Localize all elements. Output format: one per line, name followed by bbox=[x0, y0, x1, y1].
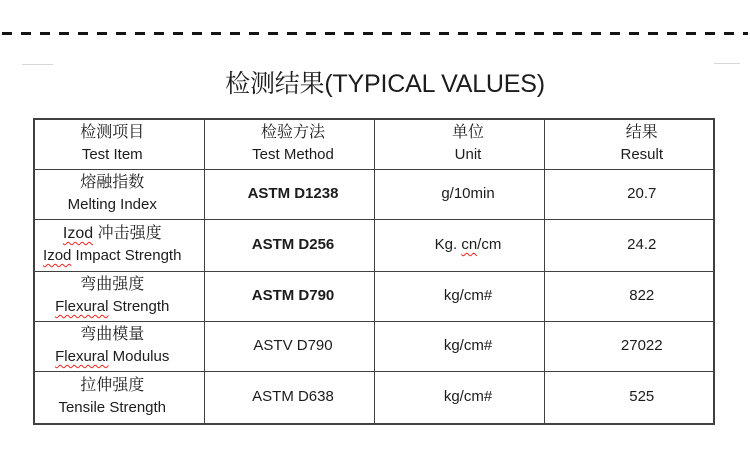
cell-method bbox=[204, 371, 374, 424]
test-item-en: Tensile Strength bbox=[58, 399, 167, 417]
test-item-cn: Izod 冲击强度 bbox=[62, 225, 162, 242]
table-row-melting-index bbox=[34, 169, 714, 219]
cell-result bbox=[544, 169, 714, 219]
method-value: ASTM D790 bbox=[251, 287, 335, 304]
method-value: ASTV D790 bbox=[253, 337, 333, 354]
result-value: 822 bbox=[629, 287, 655, 304]
test-item-en: Melting Index bbox=[67, 196, 157, 213]
cell-result bbox=[544, 371, 714, 424]
header-result-cn: 结果 bbox=[625, 124, 658, 142]
cell-test-item bbox=[34, 271, 204, 321]
page-margin-mark-right bbox=[714, 63, 740, 64]
test-item-en: Flexural Modulus bbox=[55, 348, 170, 365]
method-value: ASTM D256 bbox=[251, 236, 335, 253]
page-title: 检测结果(TYPICAL VALUES) bbox=[225, 70, 545, 98]
cell-unit bbox=[374, 371, 544, 424]
cell-test-item bbox=[34, 169, 204, 219]
header-test-method-en: Test Method bbox=[252, 146, 334, 164]
header-cell-result bbox=[544, 119, 714, 169]
cell-unit bbox=[374, 321, 544, 371]
test-item-en: Izod Impact Strength bbox=[43, 247, 182, 264]
result-value: 27022 bbox=[620, 337, 663, 354]
table-row-tensile-strength bbox=[34, 371, 714, 424]
method-value: ASTM D1238 bbox=[247, 185, 339, 202]
header-test-item-cn: 检测项目 bbox=[80, 124, 145, 142]
spellcheck-squiggle: Izod bbox=[62, 225, 94, 242]
page-margin-mark-left bbox=[22, 64, 53, 65]
unit-value: Kg. cn/cm bbox=[434, 236, 502, 253]
table-row-flexural-modulus bbox=[34, 321, 714, 371]
cell-unit bbox=[374, 169, 544, 219]
result-value: 525 bbox=[629, 388, 655, 406]
spellcheck-squiggle: Izod bbox=[43, 247, 72, 264]
header-cell-unit bbox=[374, 119, 544, 169]
cell-unit bbox=[374, 271, 544, 321]
test-item-cn: 熔融指数 bbox=[80, 174, 145, 191]
cell-result bbox=[544, 219, 714, 271]
unit-value: g/10min bbox=[441, 185, 495, 202]
cell-test-item bbox=[34, 219, 204, 271]
unit-value: kg/cm# bbox=[443, 337, 493, 354]
cell-method bbox=[204, 169, 374, 219]
cell-result bbox=[544, 271, 714, 321]
header-cell-test-item bbox=[34, 119, 204, 169]
test-item-cn: 弯曲模量 bbox=[80, 326, 145, 343]
cell-method bbox=[204, 321, 374, 371]
spellcheck-squiggle: cn bbox=[461, 236, 478, 253]
header-unit-cn: 单位 bbox=[451, 124, 484, 142]
test-item-cn: 拉伸强度 bbox=[80, 377, 145, 395]
dashed-divider bbox=[2, 32, 748, 35]
result-value: 20.7 bbox=[627, 185, 657, 202]
spellcheck-squiggle: Flexural bbox=[55, 348, 109, 365]
results-table bbox=[33, 118, 715, 425]
header-result-en: Result bbox=[620, 146, 664, 164]
cell-test-item bbox=[34, 321, 204, 371]
result-value: 24.2 bbox=[627, 236, 657, 253]
header-test-item-en: Test Item bbox=[81, 146, 143, 164]
header-unit-en: Unit bbox=[454, 146, 482, 164]
table-row-izod-impact bbox=[34, 219, 714, 271]
spellcheck-squiggle: Flexural bbox=[55, 298, 109, 315]
cell-method bbox=[204, 271, 374, 321]
test-item-en: Flexural Strength bbox=[55, 298, 170, 315]
table-row-flexural-strength bbox=[34, 271, 714, 321]
header-row bbox=[34, 119, 714, 169]
test-item-cn: 弯曲强度 bbox=[80, 276, 145, 293]
cell-result bbox=[544, 321, 714, 371]
method-value: ASTM D638 bbox=[252, 388, 334, 406]
cell-method bbox=[204, 219, 374, 271]
header-cell-test-method bbox=[204, 119, 374, 169]
header-test-method-cn: 检验方法 bbox=[260, 124, 325, 142]
cell-test-item bbox=[34, 371, 204, 424]
cell-unit bbox=[374, 219, 544, 271]
unit-value: kg/cm# bbox=[443, 388, 493, 406]
unit-value: kg/cm# bbox=[443, 287, 493, 304]
